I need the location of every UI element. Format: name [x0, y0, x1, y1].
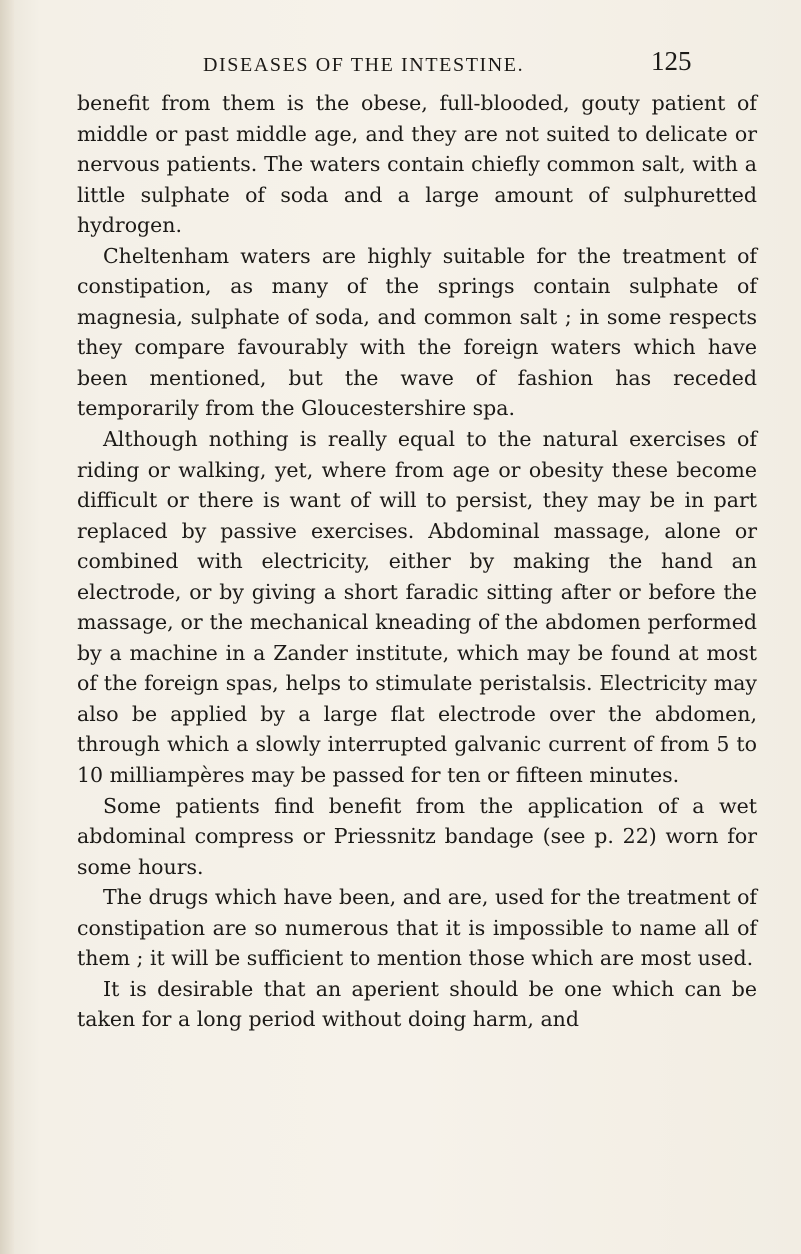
body-text — [77, 88, 757, 1035]
paragraph-cheltenham: Cheltenham waters are highly suitable for the treatment of constipation, as many of the springs contain sulphate of magnesia, sulphate of soda, and common salt ; in some respects they compare favourably with the foreign waters which have been mentioned, but the wave of fashion has receded temporarily from the Gloucestershire spa. — [77, 243, 757, 421]
paragraph-drugs: The drugs which have been, and are, used for the treatment of constipation are so numerous that it is impossible to name all of them ; it will be sufficient to mention those which are most used. — [77, 885, 757, 971]
paragraph-compress: Some patients find benefit from the application of a wet abdominal compress or Priessnitz bandage (see p. 22) worn for some hours. — [77, 793, 757, 879]
page-header — [0, 46, 801, 82]
page-number: 125 — [651, 46, 692, 76]
paragraph-aperient: It is desirable that an aperient should be one which can be taken for a long period without doing harm, and — [77, 976, 757, 1032]
paragraph-continued: benefit from them is the obese, full-blooded, gouty patient of middle or past middle age, and they are not suited to delicate or nervous patients. The waters contain chiefly common salt, with a little sulphate of soda and a large amount of sulphuretted hydrogen. — [77, 91, 757, 238]
paragraph-exercises: Although nothing is really equal to the natural exercises of riding or walking, yet, where from age or obesity these become difficult or there is want of will to persist, they may be in part replaced by passive exercises. Abdominal massage, alone or combined with electricity, either by making the hand an electrode, or by giving a short faradic sitting after or before the massage, or the mechanical kneading of the abdomen performed by a machine in a Zander institute, which may be found at most of the foreign spas, helps to stimulate peristalsis. Electricity may also be applied by a large flat electrode over the abdomen, through which a slowly interrupted galvanic current of from 5 to 10 milliampères may be passed for ten or fifteen minutes. — [77, 427, 757, 788]
page-gutter — [0, 0, 14, 1254]
running-head: DISEASES OF THE INTESTINE. — [203, 54, 525, 76]
